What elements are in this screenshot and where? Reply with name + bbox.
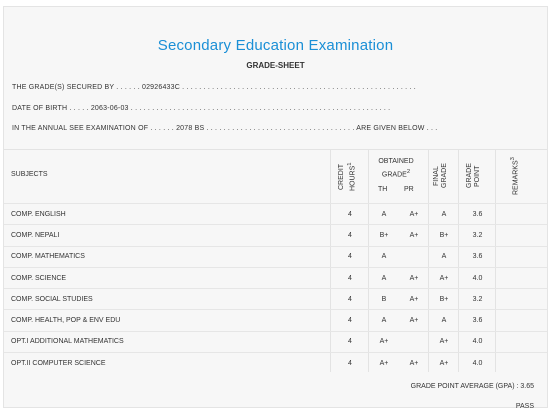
grade-point-cell: 4.0	[459, 267, 496, 288]
remarks-cell	[496, 310, 547, 331]
table-row	[4, 267, 547, 288]
remarks-cell	[496, 204, 547, 225]
subject-cell: COMP. ENGLISH	[4, 204, 331, 225]
sheet-subtitle: GRADE-SHEET	[246, 61, 305, 70]
header-grade-point: GRADE POINT	[466, 163, 481, 189]
result-status: PASS	[515, 403, 534, 410]
header-remarks: REMARKS$^3$	[510, 157, 520, 195]
pr-grade-cell	[399, 246, 429, 267]
remarks-cell	[496, 331, 547, 352]
grade-point-cell: 3.6	[459, 204, 496, 225]
subject-cell: OPT.II COMPUTER SCIENCE	[4, 353, 331, 374]
table-row	[4, 353, 547, 374]
table-row	[4, 246, 547, 267]
pr-grade-cell: A+	[399, 289, 429, 310]
table-row	[4, 204, 547, 225]
gpa-summary: GRADE POINT AVERAGE (GPA) : 3.65	[410, 383, 534, 390]
dob-line: DATE OF BIRTH . . . . . 2063-06-03 . . . . . . . . . . . . . . . . . . . . . . . . . . . . . . . . . . . . . . . . . . . . . . . . . . . . . . . . . . . . .	[12, 105, 391, 112]
final-grade-cell: B+	[429, 289, 459, 310]
table-row	[4, 225, 547, 246]
credit-cell: 4	[331, 225, 369, 246]
credit-cell: 4	[331, 331, 369, 352]
pr-grade-cell: A+	[399, 353, 429, 374]
th-grade-cell: A+	[369, 353, 399, 374]
grade-point-cell: 3.6	[459, 246, 496, 267]
subject-cell: COMP. MATHEMATICS	[4, 246, 331, 267]
header-obtained-grade: OBTAINED GRADE$^2$	[378, 158, 414, 179]
table-top-divider	[4, 149, 547, 150]
table-row	[4, 310, 547, 331]
remarks-cell	[496, 246, 547, 267]
grade-point-cell: 3.6	[459, 310, 496, 331]
subject-cell: COMP. NEPALI	[4, 225, 331, 246]
grades-table	[4, 203, 547, 373]
table-row	[4, 331, 547, 352]
credit-cell: 4	[331, 204, 369, 225]
th-grade-cell: A	[369, 246, 399, 267]
pr-grade-cell	[399, 331, 429, 352]
pr-grade-cell: A+	[399, 310, 429, 331]
header-th: TH	[378, 186, 388, 193]
grade-point-cell: 3.2	[459, 225, 496, 246]
credit-cell: 4	[331, 289, 369, 310]
th-grade-cell: A+	[369, 331, 399, 352]
table-row	[4, 289, 547, 310]
final-grade-cell: A	[429, 246, 459, 267]
th-grade-cell: B+	[369, 225, 399, 246]
grade-sheet	[3, 6, 548, 408]
secured-by-line: THE GRADE(S) SECURED BY . . . . . . 02926433C . . . . . . . . . . . . . . . . . . . . . . . . . . . . . . . . . . . . . . . . . . . . . . . . . . . . . . .	[12, 84, 416, 91]
credit-cell: 4	[331, 310, 369, 331]
th-grade-cell: B	[369, 289, 399, 310]
grade-point-cell: 3.2	[459, 289, 496, 310]
credit-cell: 4	[331, 267, 369, 288]
header-credit-hours: CREDIT HOURS$^1$	[338, 162, 357, 192]
subject-cell: OPT.I ADDITIONAL MATHEMATICS	[4, 331, 331, 352]
subject-cell: COMP. SCIENCE	[4, 267, 331, 288]
final-grade-cell: B+	[429, 225, 459, 246]
subject-cell: COMP. SOCIAL STUDIES	[4, 289, 331, 310]
final-grade-cell: A+	[429, 331, 459, 352]
header-final-grade: FINAL GRADE	[433, 163, 448, 189]
header-subjects: SUBJECTS	[11, 171, 48, 178]
remarks-cell	[496, 289, 547, 310]
subject-cell: COMP. HEALTH, POP & ENV EDU	[4, 310, 331, 331]
exam-line: IN THE ANNUAL SEE EXAMINATION OF . . . . . . 2078 BS . . . . . . . . . . . . . . . . . . . . . . . . . . . . . . . . . . . ARE GIVEN BELOW . . .	[12, 125, 438, 132]
exam-title: Secondary Education Examination	[157, 37, 394, 54]
grade-point-cell: 4.0	[459, 331, 496, 352]
credit-cell: 4	[331, 246, 369, 267]
pr-grade-cell: A+	[399, 267, 429, 288]
final-grade-cell: A	[429, 204, 459, 225]
pr-grade-cell: A+	[399, 204, 429, 225]
th-grade-cell: A	[369, 310, 399, 331]
remarks-cell	[496, 267, 547, 288]
remarks-cell	[496, 225, 547, 246]
final-grade-cell: A+	[429, 353, 459, 374]
credit-cell: 4	[331, 353, 369, 374]
final-grade-cell: A	[429, 310, 459, 331]
th-grade-cell: A	[369, 204, 399, 225]
header-pr: PR	[404, 186, 414, 193]
final-grade-cell: A+	[429, 267, 459, 288]
th-grade-cell: A	[369, 267, 399, 288]
remarks-cell	[496, 353, 547, 374]
grade-point-cell: 4.0	[459, 353, 496, 374]
pr-grade-cell: A+	[399, 225, 429, 246]
